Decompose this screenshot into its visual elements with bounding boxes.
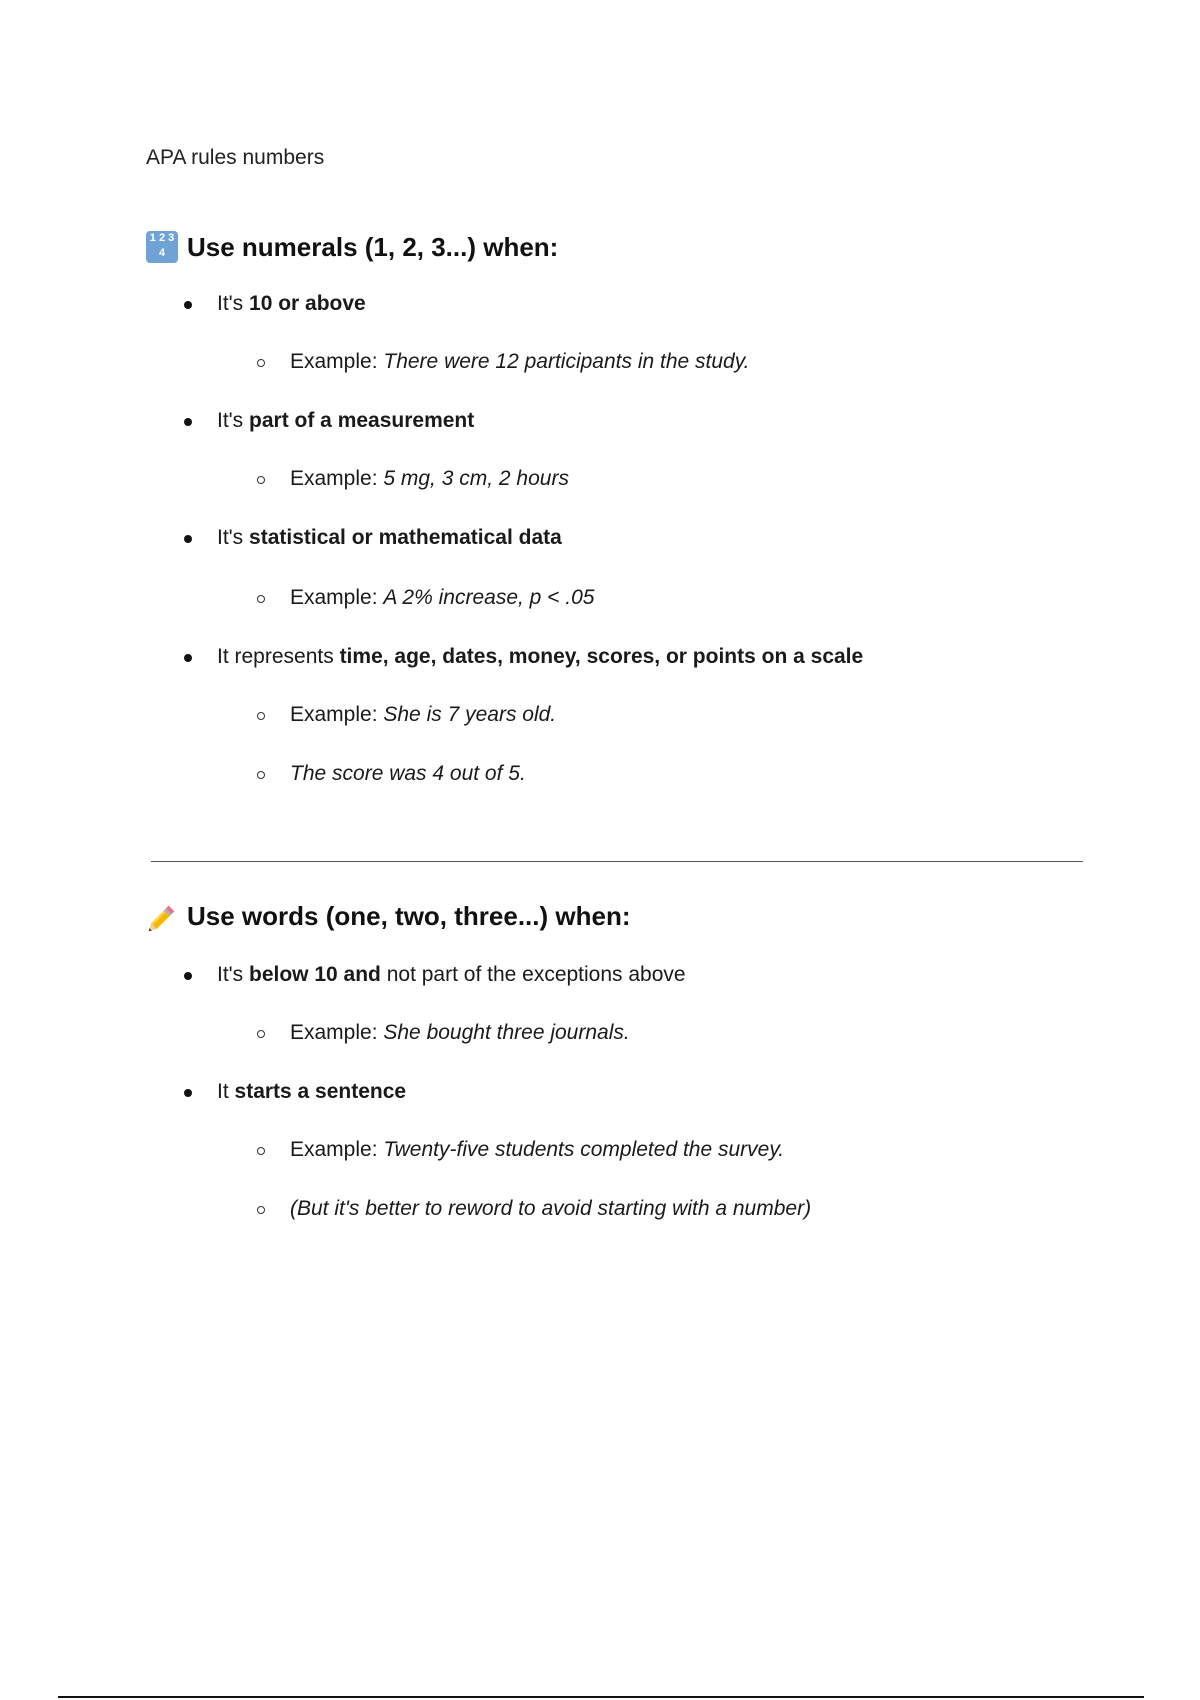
words-heading-text: Use words (one, two, three...) when: <box>187 900 631 931</box>
hollow-bullet-icon <box>257 1147 265 1155</box>
example-text: (But it's better to reword to avoid starting with a number) <box>290 1197 812 1220</box>
hollow-bullet-icon <box>257 595 265 603</box>
bullet-icon <box>184 972 192 980</box>
numbers-icon-glyph: 2 <box>158 232 166 244</box>
example-text: She is 7 years old. <box>383 703 557 726</box>
hollow-bullet-icon <box>257 1030 265 1038</box>
pencil-icon <box>146 900 178 932</box>
document-title: APA rules numbers <box>146 146 325 169</box>
example-item <box>290 762 526 786</box>
item-text: It's <box>217 409 250 432</box>
numbers-icon-glyph: 3 <box>168 232 175 244</box>
item-bold-text: below 10 and <box>249 963 381 986</box>
numbers-icon-glyph: 4 <box>158 247 166 259</box>
example-text: There were 12 participants in the study. <box>383 350 750 373</box>
numerals-heading-text: Use numerals (1, 2, 3...) when: <box>187 231 559 262</box>
input-numbers-icon <box>146 231 178 263</box>
item-text: not part of the exceptions above <box>380 963 686 986</box>
example-text: The score was 4 out of 5. <box>290 762 526 785</box>
hollow-bullet-icon <box>257 771 265 779</box>
item-text: It represents <box>217 645 340 668</box>
example-item <box>290 467 569 491</box>
item-bold-text: time, age, dates, money, scores, or points on a scale <box>339 645 864 668</box>
example-text: Twenty-five students completed the survey. <box>383 1138 785 1161</box>
item-text: It's <box>217 963 250 986</box>
item-bold-text: part of a measurement <box>249 409 475 432</box>
item-text: It <box>217 1080 235 1103</box>
example-item <box>290 350 750 374</box>
list-item <box>217 409 474 433</box>
list-item <box>217 645 863 669</box>
bullet-icon <box>184 654 192 662</box>
hollow-bullet-icon <box>257 1206 265 1214</box>
bullet-icon <box>184 418 192 426</box>
list-item <box>217 292 366 316</box>
words-heading <box>146 900 631 932</box>
bullet-icon <box>184 301 192 309</box>
example-item <box>290 703 556 727</box>
hollow-bullet-icon <box>257 359 265 367</box>
hollow-bullet-icon <box>257 712 265 720</box>
item-bold-text: 10 or above <box>249 292 366 315</box>
example-label: Example: <box>290 1138 384 1161</box>
example-item <box>290 1138 784 1162</box>
list-item <box>217 963 686 987</box>
example-label: Example: <box>290 1021 384 1044</box>
item-bold-text: starts a sentence <box>234 1080 407 1103</box>
horizontal-divider <box>151 861 1083 862</box>
example-label: Example: <box>290 467 384 490</box>
item-text: It's <box>217 292 250 315</box>
hollow-bullet-icon <box>257 476 265 484</box>
item-text: It's <box>217 526 250 549</box>
example-text: 5 mg, 3 cm, 2 hours <box>383 467 569 490</box>
bullet-icon <box>184 1089 192 1097</box>
bullet-icon <box>184 535 192 543</box>
example-text: A 2% increase, p < .05 <box>383 586 595 609</box>
example-item <box>290 1197 811 1221</box>
page-bottom-border <box>58 1696 1144 1698</box>
item-bold-text: statistical or mathematical data <box>249 526 562 549</box>
example-label: Example: <box>290 586 384 609</box>
list-item <box>217 1080 406 1104</box>
example-text: She bought three journals. <box>383 1021 630 1044</box>
example-item <box>290 1021 630 1045</box>
example-item <box>290 586 594 610</box>
numbers-icon-glyph: 1 <box>149 232 156 244</box>
numerals-heading <box>146 231 558 263</box>
list-item <box>217 526 562 550</box>
example-label: Example: <box>290 350 384 373</box>
example-label: Example: <box>290 703 384 726</box>
